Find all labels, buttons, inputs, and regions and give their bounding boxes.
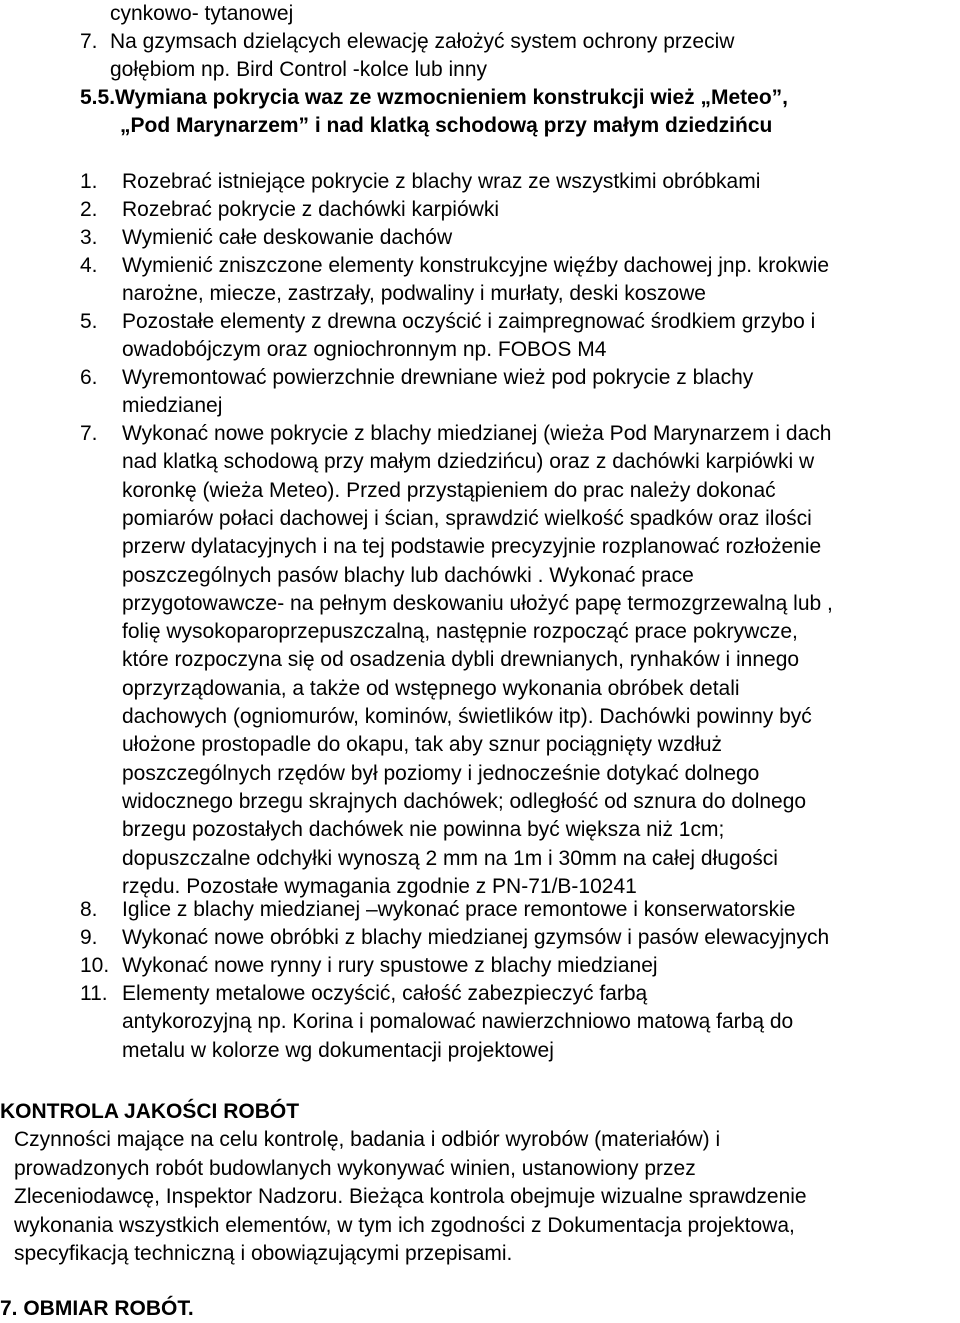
list-number: 7. xyxy=(80,30,98,53)
list-number: 6. xyxy=(80,366,98,389)
list-item-line: dachowych (ogniomurów, kominów, świetlików itp). Dachówki powinny być xyxy=(122,705,812,728)
list-number: 3. xyxy=(80,226,98,249)
list-item-line: Wykonać nowe obróbki z blachy miedzianej gzymsów i pasów elewacyjnych xyxy=(122,926,830,949)
list-item-line: Wykonać nowe rynny i rury spustowe z blachy miedzianej xyxy=(122,954,658,977)
paragraph-line: prowadzonych robót budowlanych wykonywać winien, ustanowiony przez xyxy=(14,1157,696,1180)
paragraph-line: wykonania wszystkich elementów, w tym ich zgodności z Dokumentacja projektowa, xyxy=(14,1214,795,1237)
section-heading: KONTROLA JAKOŚCI ROBÓT xyxy=(0,1100,300,1123)
intro-item-line: Na gzymsach dzielących elewację założyć system ochrony przeciw xyxy=(110,30,735,53)
list-number: 2. xyxy=(80,198,98,221)
list-item-line: widocznego brzegu skrajnych dachówek; odległość od sznura do dolnego xyxy=(122,790,807,813)
list-item-line: folię wysokoparoprzepuszczalną, następnie rozpocząć prace pokrywcze, xyxy=(122,620,798,643)
intro-item-line: gołębiom np. Bird Control -kolce lub inny xyxy=(110,58,488,81)
list-item-line: koronkę (wieża Meteo). Przed przystąpieniem do prac należy dokonać xyxy=(122,479,776,502)
list-item-line: pomiarów połaci dachowej i ścian, sprawdzić wielkość spadków oraz ilości xyxy=(122,507,812,530)
list-item-line: rzędu. Pozostałe wymagania zgodnie z PN-71/B-10241 xyxy=(122,875,637,898)
list-item-line: Rozebrać istniejące pokrycie z blachy wraz ze wszystkimi obróbkami xyxy=(122,170,761,193)
list-item-line: narożne, miecze, zastrzały, podwaliny i murłaty, deski koszowe xyxy=(122,282,706,305)
list-number: 7. xyxy=(80,422,98,445)
list-item-line: Wyremontować powierzchnie drewniane wież pod pokrycie z blachy xyxy=(122,366,754,389)
list-number: 4. xyxy=(80,254,98,277)
list-item-line: które rozpoczyna się od osadzenia dybli drewnianych, rynhaków i innego xyxy=(122,648,800,671)
paragraph-line: Czynności mające na celu kontrolę, badania i odbiór wyrobów (materiałów) i xyxy=(14,1128,721,1151)
list-item-line: Pozostałe elementy z drewna oczyścić i zaimpregnować środkiem grzybo i xyxy=(122,310,816,333)
list-number: 1. xyxy=(80,170,98,193)
list-item-line: dopuszczalne odchyłki wynoszą 2 mm na 1m i 30mm na całej długości xyxy=(122,847,778,870)
list-item-line: poszczególnych rzędów był poziomy i jednocześnie dotykać dolnego xyxy=(122,762,760,785)
intro-line: cynkowo- tytanowej xyxy=(110,2,294,25)
list-item-line: przerw dylatacyjnych i na tej podstawie precyzyjnie rozplanować rozłożenie xyxy=(122,535,822,558)
list-number: 5. xyxy=(80,310,98,333)
list-item-line: Elementy metalowe oczyścić, całość zabezpieczyć farbą xyxy=(122,982,648,1005)
list-item-line: poszczególnych pasów blachy lub dachówki . Wykonać prace xyxy=(122,564,694,587)
list-item-line: oprzyrządowania, a także od wstępnego wykonania obróbek detali xyxy=(122,677,740,700)
list-item-line: przygotowawcze- na pełnym deskowaniu ułożyć papę termozgrzewalną lub , xyxy=(122,592,833,615)
paragraph-line: Zleceniodawcę, Inspektor Nadzoru. Bieżąca kontrola obejmuje wizualne sprawdzenie xyxy=(14,1185,807,1208)
list-item-line: nad klatką schodową przy małym dziedzińcu) oraz z dachówki karpiówki w xyxy=(122,450,815,473)
list-item-line: antykorozyjną np. Korina i pomalować nawierzchniowo matową farbą do xyxy=(122,1010,794,1033)
list-item-line: metalu w kolorze wg dokumentacji projektowej xyxy=(122,1039,554,1062)
list-number: 11. xyxy=(80,982,108,1005)
section-title: „Pod Marynarzem” i nad klatką schodową przy małym dziedzińcu xyxy=(120,114,773,137)
list-number: 9. xyxy=(80,926,98,949)
list-item-line: Iglice z blachy miedzianej –wykonać prace remontowe i konserwatorskie xyxy=(122,898,796,921)
list-item-line: Wykonać nowe pokrycie z blachy miedzianej (wieża Pod Marynarzem i dach xyxy=(122,422,832,445)
list-item-line: miedzianej xyxy=(122,394,223,417)
list-item-line: Wymienić zniszczone elementy konstrukcyjne więźby dachowej jnp. krokwie xyxy=(122,254,830,277)
list-item-line: brzegu pozostałych dachówek nie powinna być większa niż 1cm; xyxy=(122,818,725,841)
list-item-line: owadobójczym oraz ogniochronnym np. FOBOS M4 xyxy=(122,338,607,361)
section-heading: 7. OBMIAR ROBÓT. xyxy=(0,1297,194,1320)
list-number: 8. xyxy=(80,898,98,921)
paragraph-line: specyfikacją techniczną i obowiązującymi przepisami. xyxy=(14,1242,513,1265)
list-number: 10. xyxy=(80,954,110,977)
list-item-line: ułożone prostopadle do okapu, tak aby sznur pociągnięty wzdłuż xyxy=(122,733,723,756)
list-item-line: Rozebrać pokrycie z dachówki karpiówki xyxy=(122,198,499,221)
section-title: 5.5.Wymiana pokrycia waz ze wzmocnieniem konstrukcji wież „Meteo”, xyxy=(80,86,789,109)
list-item-line: Wymienić całe deskowanie dachów xyxy=(122,226,453,249)
